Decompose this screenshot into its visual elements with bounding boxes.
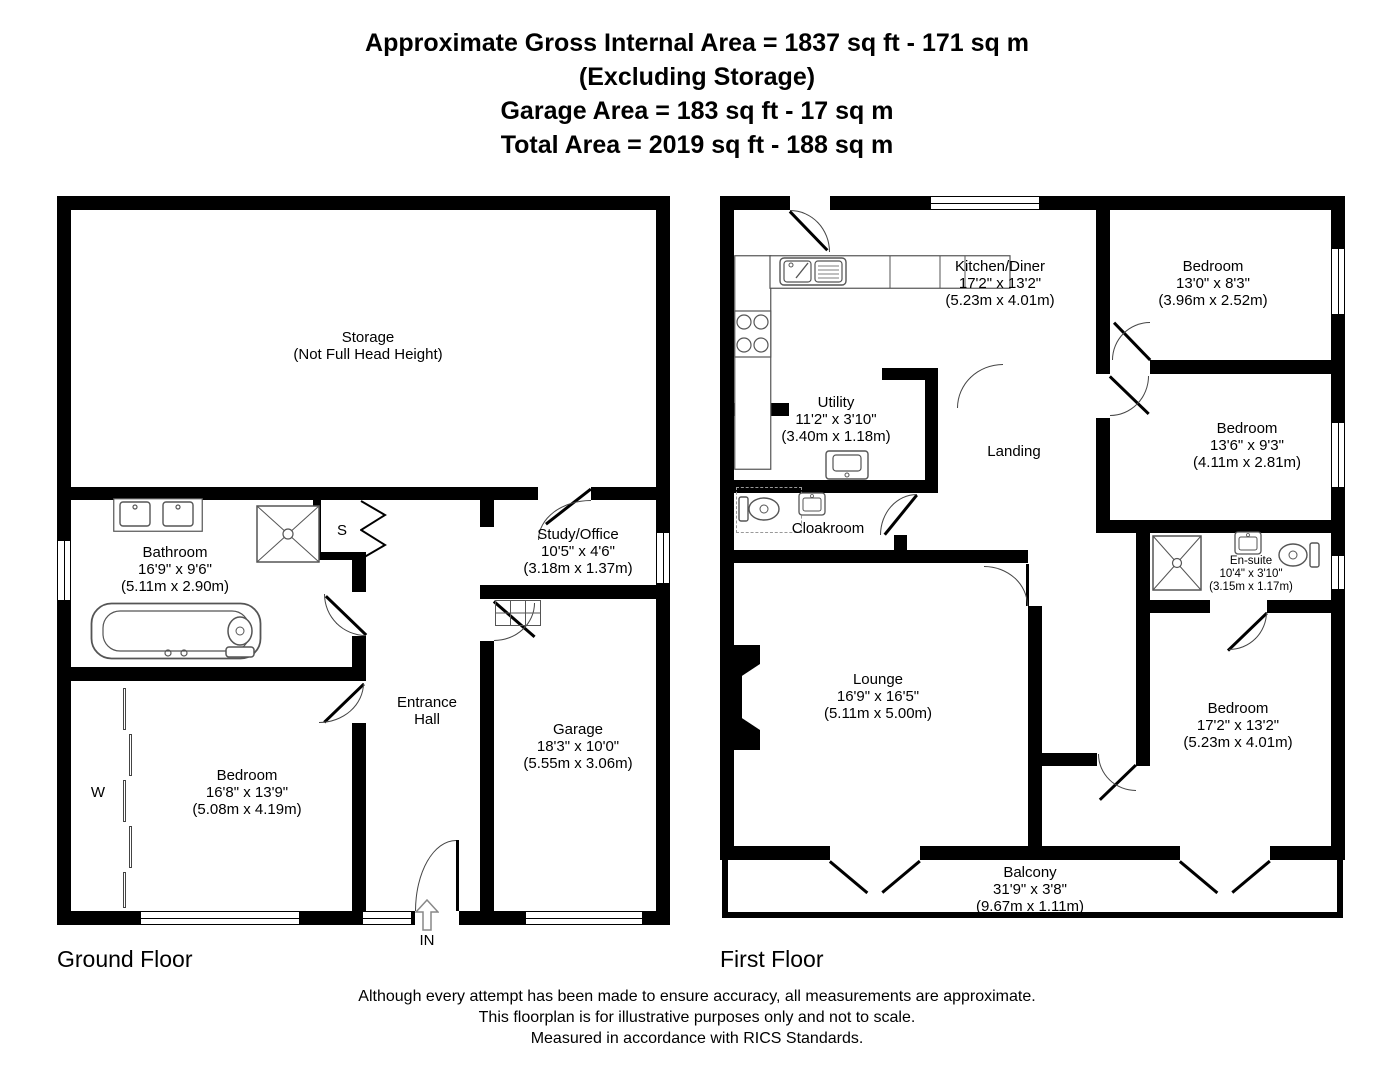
room-label-closet bbox=[337, 522, 347, 539]
window bbox=[930, 196, 1040, 210]
room-label-wardrobe bbox=[91, 784, 105, 801]
room-name: W bbox=[90, 784, 106, 801]
door-swing-arc bbox=[790, 210, 830, 252]
wardrobe-slider bbox=[123, 780, 126, 822]
room-dims-metric: (5.23m x 4.01m) bbox=[945, 292, 1055, 309]
entrance-in-label: IN bbox=[419, 932, 435, 949]
room-dims-metric: (3.40m x 1.18m) bbox=[781, 428, 891, 445]
window bbox=[362, 911, 412, 925]
room-label-bedroom3 bbox=[1183, 700, 1292, 751]
ground-floor-title: Ground Floor bbox=[57, 946, 193, 972]
room-dims-imperial: 13'0" x 8'3" bbox=[1176, 275, 1250, 292]
room-name: Entrance bbox=[396, 694, 458, 711]
bifold-door bbox=[360, 499, 387, 561]
doorway bbox=[480, 599, 494, 641]
room-name: Kitchen/Diner bbox=[954, 258, 1046, 275]
room-dims-imperial: 17'2" x 13'2" bbox=[958, 275, 1042, 292]
room-dims-imperial: 18'3" x 10'0" bbox=[536, 738, 620, 755]
room-dims-imperial: 31'9" x 3'8" bbox=[993, 881, 1067, 898]
room-name: Cloakroom bbox=[791, 520, 865, 537]
room-name: Balcony bbox=[1003, 864, 1057, 881]
room-name: Bathroom bbox=[142, 544, 208, 561]
door-swing-arc bbox=[984, 566, 1028, 606]
doorway bbox=[1028, 564, 1042, 606]
wall bbox=[71, 667, 366, 681]
room-name: Hall bbox=[414, 711, 440, 728]
wall bbox=[57, 196, 670, 210]
room-dims-metric: (5.11m x 5.00m) bbox=[823, 705, 933, 722]
room-label-entrance-hall bbox=[397, 694, 457, 728]
balcony-wall bbox=[1337, 860, 1343, 918]
room-label-kitchen bbox=[945, 258, 1054, 309]
room-label-bedroom1 bbox=[1158, 258, 1267, 309]
ground-floor-plan bbox=[57, 196, 670, 925]
sink bbox=[798, 492, 826, 516]
room-name: Landing bbox=[987, 443, 1041, 460]
room-name: Garage bbox=[552, 721, 604, 738]
vanity-sinks bbox=[113, 498, 203, 532]
room-dims-imperial: 16'8" x 13'9" bbox=[205, 784, 289, 801]
french-door-leaf bbox=[1232, 860, 1271, 893]
room-name: S bbox=[336, 522, 348, 539]
room-name: Utility bbox=[817, 394, 855, 411]
room-dims-imperial: 10'5" x 4'6" bbox=[541, 543, 615, 560]
room-label-bathroom bbox=[121, 544, 229, 595]
room-label-bedroom bbox=[192, 767, 301, 818]
disclaimer-line: This floorplan is for illustrative purposes only and not to scale. bbox=[478, 1009, 916, 1026]
stairs bbox=[495, 600, 541, 626]
window bbox=[140, 911, 300, 925]
doorway bbox=[790, 196, 830, 210]
area-summary bbox=[0, 26, 1394, 162]
room-dims-metric: (9.67m x 1.11m) bbox=[975, 898, 1085, 915]
room-dims-metric: (5.23m x 4.01m) bbox=[1183, 734, 1293, 751]
room-label-landing bbox=[987, 443, 1040, 460]
room-name: Lounge bbox=[852, 671, 904, 688]
room-label-garage bbox=[523, 721, 632, 772]
room-dims-imperial: 13'6" x 9'3" bbox=[1210, 437, 1284, 454]
room-dims-imperial: 16'9" x 9'6" bbox=[138, 561, 212, 578]
window bbox=[1331, 422, 1345, 488]
room-dims-imperial: 17'2" x 13'2" bbox=[1196, 717, 1280, 734]
balcony-doorway bbox=[1180, 846, 1270, 860]
room-dims-imperial: 16'9" x 16'5" bbox=[836, 688, 920, 705]
utility-sink bbox=[825, 450, 869, 480]
entrance-arrow-icon bbox=[415, 899, 439, 931]
room-name: Bedroom bbox=[1182, 258, 1244, 275]
door-swing-arc bbox=[1229, 612, 1267, 650]
wardrobe-slider bbox=[129, 826, 132, 868]
room-name: Bedroom bbox=[1207, 700, 1269, 717]
room-dims-metric: (3.96m x 2.52m) bbox=[1158, 292, 1268, 309]
room-label-balcony bbox=[976, 864, 1084, 915]
room-name: Bedroom bbox=[1216, 420, 1278, 437]
area-summary-line: Approximate Gross Internal Area = 1837 sq ft - 171 sq m bbox=[365, 29, 1029, 57]
wardrobe-slider bbox=[129, 734, 132, 776]
room-dims-metric: (3.15m x 1.17m) bbox=[1209, 581, 1293, 593]
toilet bbox=[222, 616, 258, 660]
door-swing-arc bbox=[880, 494, 917, 535]
window bbox=[57, 540, 71, 601]
balcony-wall bbox=[722, 860, 728, 918]
disclaimer-line: Although every attempt has been made to ensure accuracy, all measurements are approximate. bbox=[358, 988, 1036, 1005]
disclaimer bbox=[0, 986, 1394, 1049]
room-label-cloakroom bbox=[792, 520, 865, 537]
room-label-lounge bbox=[824, 671, 932, 722]
shower bbox=[256, 505, 320, 563]
wardrobe-slider bbox=[123, 688, 126, 730]
door-leaf bbox=[456, 840, 459, 911]
wall bbox=[894, 535, 907, 550]
wall bbox=[1096, 210, 1110, 374]
wall bbox=[1028, 564, 1042, 846]
room-dims-metric: (4.11m x 2.81m) bbox=[1192, 454, 1302, 471]
disclaimer-line: Measured in accordance with RICS Standards. bbox=[530, 1030, 864, 1047]
room-label-bedroom2 bbox=[1193, 420, 1301, 471]
shower bbox=[1152, 535, 1202, 591]
wall bbox=[494, 585, 656, 599]
room-dims-metric: (5.08m x 4.19m) bbox=[192, 801, 302, 818]
area-summary-line: (Excluding Storage) bbox=[578, 63, 816, 91]
door-swing-arc bbox=[1098, 754, 1136, 791]
room-dims-metric: (5.11m x 2.90m) bbox=[120, 578, 230, 595]
room-name: Bedroom bbox=[216, 767, 278, 784]
toilet bbox=[738, 494, 782, 524]
area-summary-line: Garage Area = 183 sq ft - 17 sq m bbox=[500, 97, 894, 125]
french-door-leaf bbox=[1179, 860, 1218, 893]
balcony-doorway bbox=[830, 846, 920, 860]
wall bbox=[720, 196, 734, 860]
room-dims-imperial: 10'4" x 3'10" bbox=[1219, 568, 1283, 580]
room-name: Storage bbox=[341, 329, 395, 346]
room-note: (Not Full Head Height) bbox=[293, 346, 443, 363]
area-summary-line: Total Area = 2019 sq ft - 188 sq m bbox=[500, 131, 894, 159]
french-door-leaf bbox=[882, 860, 921, 893]
french-door-leaf bbox=[829, 860, 868, 893]
first-floor-plan bbox=[720, 196, 1345, 925]
door-swing-arc bbox=[324, 594, 366, 636]
room-label-ensuite bbox=[1209, 555, 1293, 594]
window bbox=[1331, 555, 1345, 590]
room-dims-metric: (3.18m x 1.37m) bbox=[523, 560, 633, 577]
wardrobe-slider bbox=[123, 872, 126, 908]
room-label-storage bbox=[293, 329, 442, 363]
wall bbox=[313, 552, 366, 560]
window bbox=[525, 911, 643, 925]
wall bbox=[1096, 520, 1331, 533]
room-label-study bbox=[523, 526, 632, 577]
wall bbox=[734, 550, 1028, 563]
room-dims-imperial: 11'2" x 3'10" bbox=[795, 411, 877, 428]
room-dims-metric: (5.55m x 3.06m) bbox=[523, 755, 633, 772]
room-name: Study/Office bbox=[537, 526, 619, 543]
doorway bbox=[1110, 360, 1150, 374]
room-name: En-suite bbox=[1229, 555, 1273, 567]
window bbox=[1331, 248, 1345, 315]
sink bbox=[1234, 531, 1262, 555]
room-label-utility bbox=[781, 394, 890, 445]
doorway bbox=[1096, 374, 1110, 418]
wall bbox=[1096, 418, 1110, 520]
first-floor-title: First Floor bbox=[720, 946, 824, 972]
window bbox=[656, 532, 670, 584]
doorway bbox=[480, 527, 494, 585]
wall bbox=[1136, 533, 1150, 766]
